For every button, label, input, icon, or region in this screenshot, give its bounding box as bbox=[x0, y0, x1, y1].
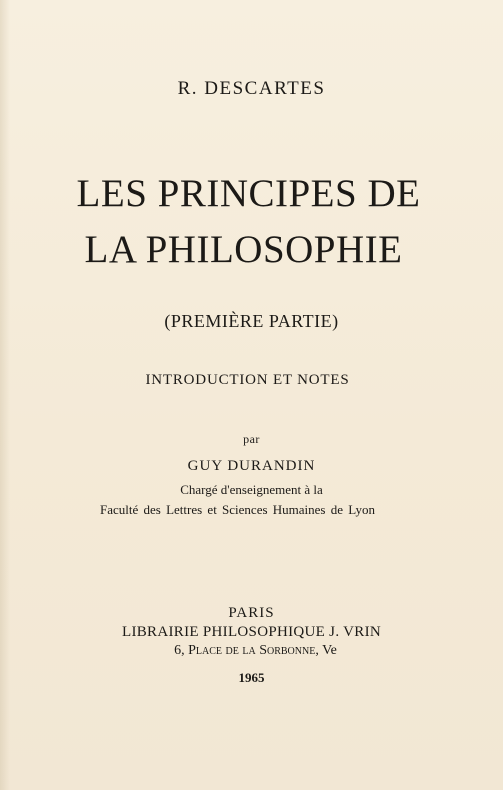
publisher-address bbox=[4, 643, 503, 659]
author-name: R. DESCARTES bbox=[177, 78, 326, 99]
publication-year: 1965 bbox=[238, 670, 265, 685]
address-street: Place de la Sorbonne, bbox=[188, 643, 319, 658]
by-line: par bbox=[243, 432, 260, 446]
publisher-name: LIBRAIRIE PHILOSOPHIQUE J. VRIN bbox=[121, 624, 382, 640]
publication-city: PARIS bbox=[228, 605, 275, 621]
book-subtitle: (PREMIÈRE PARTIE) bbox=[164, 311, 339, 331]
book-title-line-1: LES PRINCIPES DE bbox=[76, 172, 421, 215]
editor-role-line-2: Faculté des Lettres et Sciences Humaines de Lyon bbox=[99, 502, 375, 517]
editor-name: GUY DURANDIN bbox=[187, 458, 316, 474]
address-district: Ve bbox=[322, 643, 337, 658]
book-title-line-2: LA PHILOSOPHIE bbox=[84, 228, 403, 271]
introduction-line: INTRODUCTION ET NOTES bbox=[145, 372, 350, 388]
address-number: 6, bbox=[174, 643, 185, 658]
editor-role-line-1: Chargé d'enseignement à la bbox=[180, 482, 323, 497]
